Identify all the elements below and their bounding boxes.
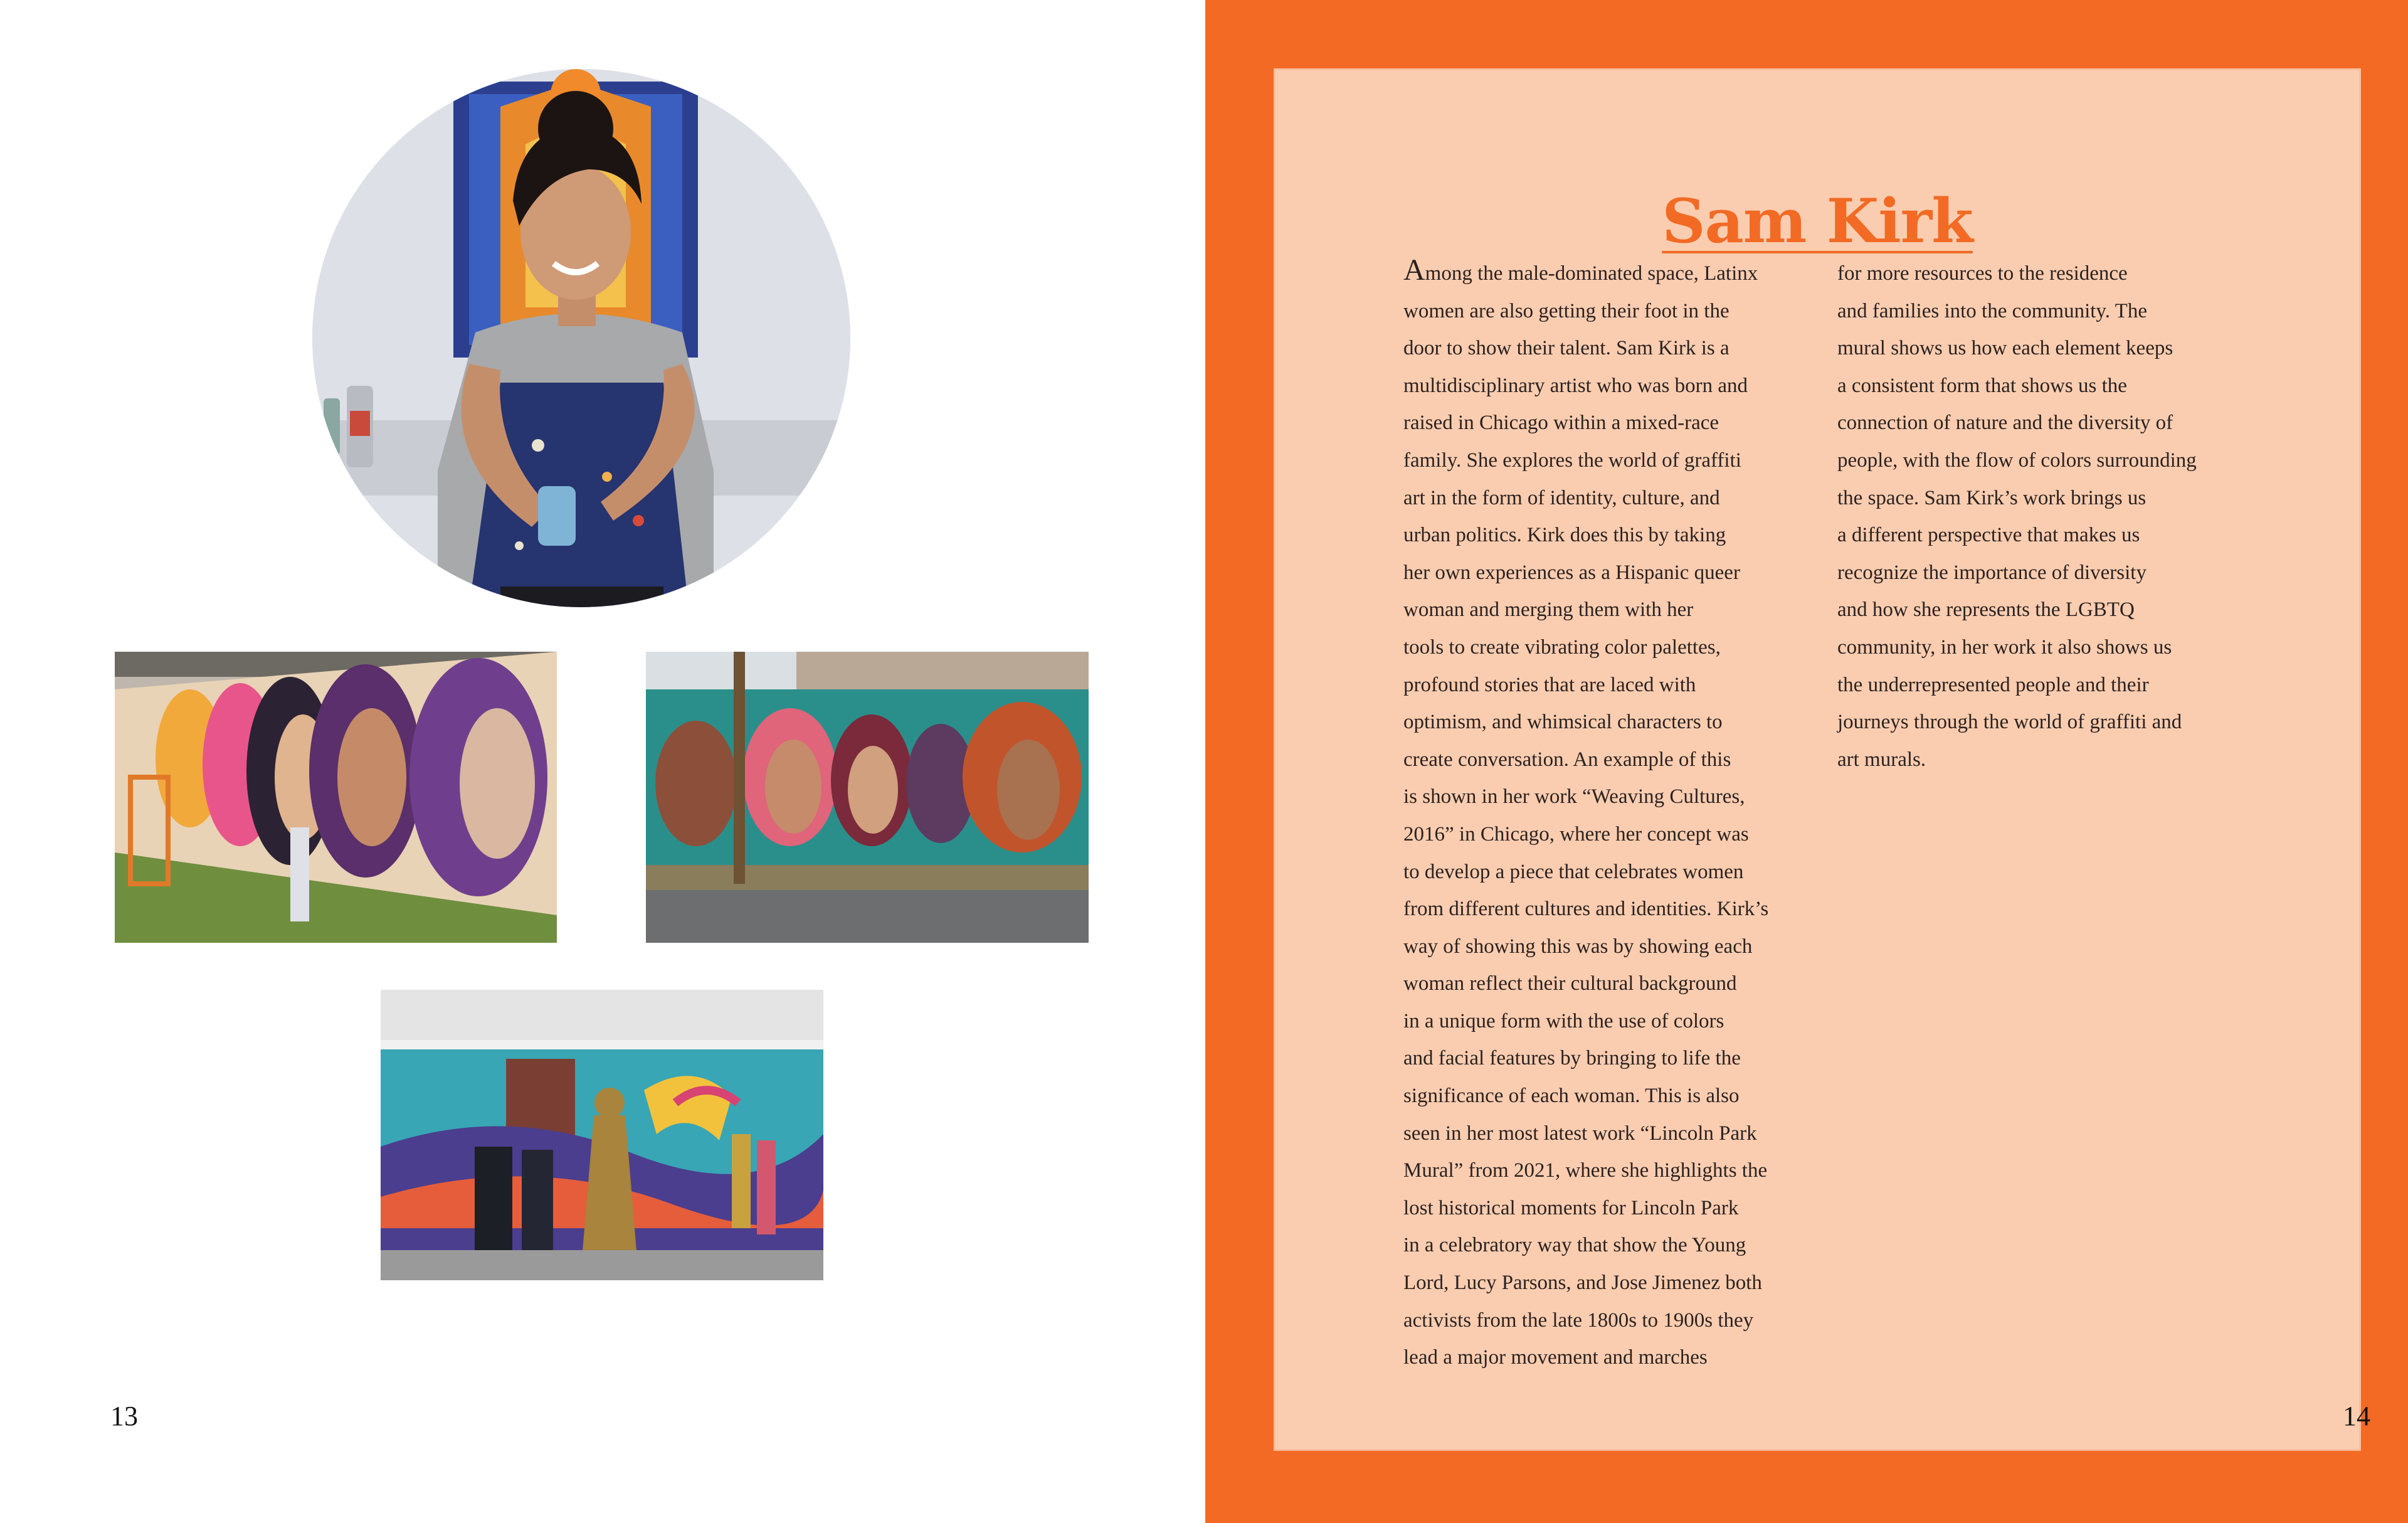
text-line: in a celebratory way that show the Young <box>1403 1234 1746 1257</box>
article-title: Sam Kirk <box>1662 186 1973 257</box>
text-column-1 <box>1403 255 1842 1377</box>
text-line: for more resources to the residence <box>1837 262 2128 285</box>
text-line: and families into the community. The <box>1837 299 2147 322</box>
text-line: urban politics. Kirk does this by taking <box>1403 524 1726 547</box>
text-line: multidisciplinary artist who was born and <box>1403 374 1748 397</box>
text-line: family. She explores the world of graffiti <box>1403 448 1741 472</box>
text-line: activists from the late 1800s to 1900s they <box>1403 1308 1754 1332</box>
text-line: to develop a piece that celebrates women <box>1403 860 1744 883</box>
text-line: her own experiences as a Hispanic queer <box>1403 561 1740 584</box>
page-number-left: 13 <box>110 1401 138 1431</box>
text-line <box>1403 255 1842 293</box>
text-line: the underrepresented people and their <box>1837 673 2149 696</box>
text-line: 2016” in Chicago, where her concept was <box>1403 822 1749 846</box>
text-line: in a unique form with the use of colors <box>1403 1009 1724 1032</box>
text-line: significance of each woman. This is also <box>1403 1085 1740 1108</box>
text-line: a consistent form that shows us the <box>1837 374 2127 397</box>
right-page <box>1205 0 2408 1523</box>
text-line: create conversation. An example of this <box>1403 748 1731 771</box>
text-line: way of showing this was by showing each <box>1403 935 1753 958</box>
text-line: tools to create vibrating color palettes, <box>1403 635 1721 659</box>
text-line: connection of nature and the diversity of <box>1837 411 2173 435</box>
text-line: journeys through the world of graffiti and <box>1837 711 2182 734</box>
text-line: art in the form of identity, culture, and <box>1403 486 1720 509</box>
mural-photo-weaving-cultures-2 <box>646 652 1089 943</box>
portrait-photo <box>312 69 850 607</box>
text-line: mural shows us how each element keeps <box>1837 337 2173 360</box>
text-line: seen in her most latest work “Lincoln Park <box>1403 1122 1757 1145</box>
text-line: community, in her work it also shows us <box>1837 635 2172 659</box>
text-line: is shown in her work “Weaving Cultures, <box>1403 785 1745 809</box>
text-line: raised in Chicago within a mixed-race <box>1403 411 1719 435</box>
text-line: art murals. <box>1837 748 1926 771</box>
text-line: from different cultures and identities. Kirk’s <box>1403 898 1769 921</box>
text-line: Lord, Lucy Parsons, and Jose Jimenez both <box>1403 1271 1762 1295</box>
text-line: people, with the flow of colors surrounding <box>1837 448 2197 472</box>
text-line: lost historical moments for Lincoln Park <box>1403 1196 1739 1219</box>
text-line: recognize the importance of diversity <box>1837 561 2147 584</box>
text-line-content: mong the male-dominated space, Latinx <box>1425 262 1758 285</box>
text-line: optimism, and whimsical characters to <box>1403 711 1723 734</box>
article-panel <box>1275 70 2370 1449</box>
text-line: and facial features by bringing to life the <box>1403 1047 1741 1070</box>
mural-photo-weaving-cultures-1 <box>115 652 557 943</box>
mural-photo-lincoln-park <box>381 990 823 1280</box>
text-line: the space. Sam Kirk’s work brings us <box>1837 486 2147 509</box>
drop-cap: A <box>1403 253 1425 287</box>
text-line: woman reflect their cultural background <box>1403 972 1737 995</box>
page-number-right: 14 <box>2343 1401 2370 1431</box>
text-line: Mural” from 2021, where she highlights the <box>1403 1159 1768 1182</box>
text-line: and how she represents the LGBTQ <box>1837 598 2135 622</box>
text-line: profound stories that are laced with <box>1403 673 1696 696</box>
text-column-2 <box>1837 255 2289 778</box>
text-line: lead a major movement and marches <box>1403 1346 1708 1369</box>
text-line: a different perspective that makes us <box>1837 524 2140 547</box>
text-line: women are also getting their foot in the <box>1403 299 1729 322</box>
text-line: door to show their talent. Sam Kirk is a <box>1403 337 1729 360</box>
text-line: woman and merging them with her <box>1403 598 1694 622</box>
